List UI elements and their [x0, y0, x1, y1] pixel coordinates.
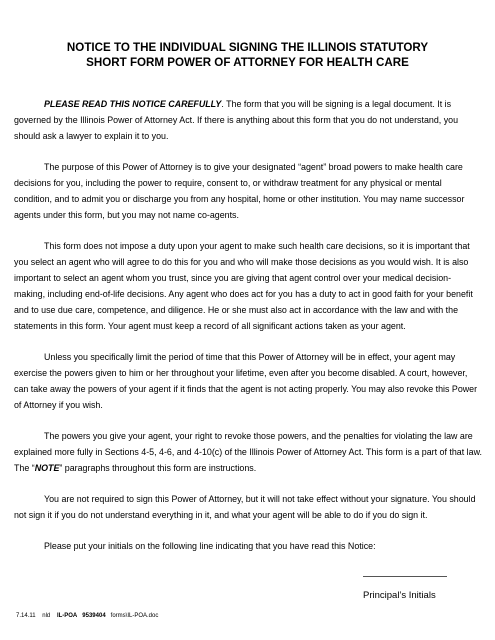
footer-date: 7.14.11: [16, 613, 36, 619]
title-line-1: NOTICE TO THE INDIVIDUAL SIGNING THE ILLINOIS STATUTORY: [66, 41, 429, 54]
note-emphasis: NOTE: [34, 463, 60, 473]
paragraph-agent-duty: This form does not impose a duty upon your agent to make such health care decisions, so it is important that you select an agent who will agree to do this for you and who will make those decisions as you would wish. It is also important to select an agent whom you trust, since you are giving that agent control over your medical decision-making, including end-of-life decisions. Any agent who does act for you has a duty to act in good faith for your benefit and to use due care, competence, and diligence. He or she must also act in accordance with the law and with the statements in this form. Your agent must keep a record of all significant actions taken as your agent.: [14, 241, 473, 331]
paragraph-duration: Unless you specifically limit the period of time that this Power of Attorney will be in effect, your agent may exercise the powers given to him or her throughout your lifetime, even after you become disabled. A court, however, can take away the powers of your agent if it finds that the agent is not acting properly. You may also revoke this Power of Attorney if you wish.: [14, 352, 478, 410]
footer-form-number: 9539404: [82, 613, 106, 619]
paragraph-initials-instruction: Please put your initials on the following line indicating that you have read this Notice:: [44, 541, 376, 551]
page-title: [20, 40, 475, 70]
footer-form-code: IL-POA: [56, 613, 78, 619]
footer-initials: nld: [42, 613, 51, 619]
paragraph-5-text-a: The powers you give your agent, your right to revoke those powers, and the penalties for violating the law are explained more fully in Sections 4-5, 4-6, and 4-10(c) of the Illinois Power of Attorney Act. This form is a part of that law. The “: [14, 431, 482, 473]
read-carefully-lead: PLEASE READ THIS NOTICE CAREFULLY: [44, 99, 222, 109]
paragraph-read-carefully: [14, 96, 482, 144]
paragraph-purpose: The purpose of this Power of Attorney is to give your designated “agent” broad powers to make health care decisions for you, including the power to require, consent to, or withdraw treatment for any physical or mental condition, and to admit you or discharge you from any hospital, home or other institution. You may name successor agents under this form, but you may not name co-agents.: [14, 162, 465, 220]
title-line-2: SHORT FORM POWER OF ATTORNEY FOR HEALTH CARE: [86, 56, 409, 69]
notice-body: [14, 96, 482, 569]
paragraph-signature-requirement: You are not required to sign this Power of Attorney, but it will not take effect without your signature. You should not sign it if you do not understand everything in it, and what your agent will be able to do if you do sign it.: [14, 494, 476, 520]
initials-signature-line[interactable]: [363, 576, 447, 577]
document-footer: [16, 613, 158, 619]
paragraph-law-reference: [14, 428, 482, 476]
paragraph-1-text: . The form that you will be signing is a legal document. It is governed by the Illinois Power of Attorney Act. If there is anything about this form that you do not understand, you should ask a lawyer to explain it to you.: [14, 99, 459, 141]
paragraph-5-text-b: ” paragraphs throughout this form are instructions.: [59, 463, 257, 473]
principals-initials-label: Principal’s Initials: [363, 590, 436, 601]
footer-file-path: forms\IL-POA.doc: [110, 613, 159, 619]
